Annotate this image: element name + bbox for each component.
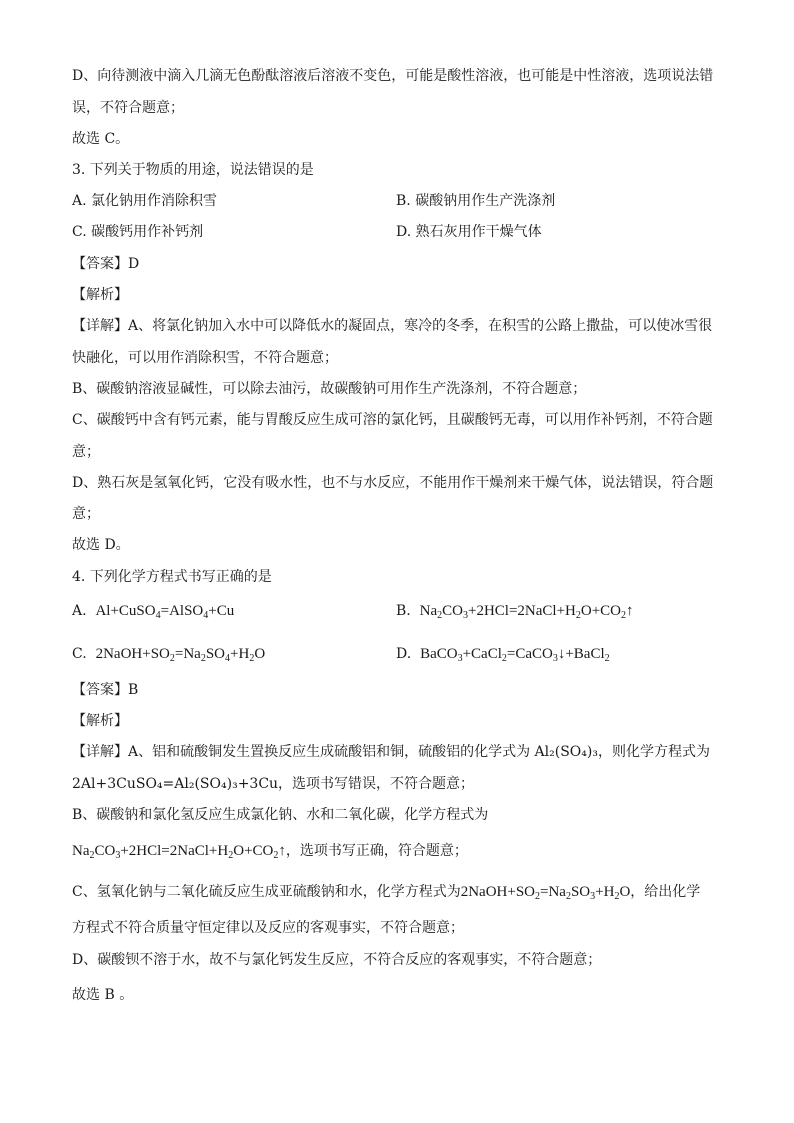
detail-a-text: A、将氯化钠加入水中可以降低水的凝固点，寒冷的冬季，在积雪的公路上撒盐，可以使冰雪很	[128, 318, 713, 334]
q4-option-b: B. $Na_2CO_3+2HCl=2NaCl+H_2O+CO_2↑$	[396, 603, 634, 621]
answer-label: 【答案】	[72, 256, 128, 272]
q4-option-a: A. Al+CuSO$_4$=AlSO$_4$+Cu	[72, 603, 235, 621]
q4-detail-a-line1	[72, 742, 710, 762]
detail-a-text: A、铝和硫酸铜发生置换反应生成硫酸铝和铜，硫酸铝的化学式为 Al₂(SO₄)₃，则化学方程式为	[128, 744, 710, 760]
q3-analysis-label: 【解析】	[72, 287, 128, 303]
q4-option-c: C. $2NaOH+SO_2=Na_2SO_4+H_2O$	[72, 646, 266, 664]
q2-option-d-explanation-line2: 误，不符合题意；	[72, 100, 184, 116]
q3-detail-c-line2: 意；	[72, 444, 100, 460]
q4-analysis-label: 【解析】	[72, 713, 128, 729]
q3-detail-a-line2: 快融化，可以用作消除积雪，不符合题意；	[72, 350, 338, 366]
q3-option-a: A. 氯化钠用作消除积雪	[72, 193, 218, 209]
q3-option-b: B. 碳酸钠用作生产洗涤剂	[396, 193, 556, 209]
q4-option-d: D. BaCO$_3$+CaCl$_2$=CaCO$_3$↓+BaCl$_2$	[396, 646, 610, 664]
q3-conclusion: 故选 D。	[72, 537, 130, 553]
q4-conclusion: 故选 B 。	[72, 987, 134, 1003]
answer-value: B	[128, 682, 139, 698]
detail-c-head: C、氢氧化钠与二氧化硫反应生成亚硫酸钠和水，化学方程式为	[72, 884, 461, 900]
q2-option-d-explanation-line1: D、向待测液中滴入几滴无色酚酞溶液后溶液不变色，可能是酸性溶液，也可能是中性溶液，选项说法错	[72, 68, 714, 84]
answer-label: 【答案】	[72, 682, 128, 698]
detail-b-tail: ，选项书写正确，符合题意；	[285, 843, 468, 859]
q2-conclusion: 故选 C。	[72, 131, 130, 147]
q3-option-c: C. 碳酸钙用作补钙剂	[72, 224, 204, 240]
equation-b: $Na_2CO_3+2HCl=2NaCl+H_2O+CO_2↑$	[72, 843, 286, 861]
q3-answer	[72, 254, 139, 274]
detail-c-tail: ，给出化学	[630, 884, 701, 900]
q3-detail-c-line1: C、碳酸钙中含有钙元素，能与胃酸反应生成可溶的氯化钙，且碳酸钙无毒，可以用作补钙剂，不符合题	[72, 412, 713, 428]
q3-option-d: D. 熟石灰用作干燥气体	[396, 224, 542, 240]
q4-detail-c-line1	[72, 882, 700, 902]
q4-detail-b-line2	[72, 841, 468, 861]
answer-value: D	[128, 256, 140, 272]
q4-answer	[72, 680, 138, 700]
q3-detail-d-line1: D、熟石灰是氢氧化钙，它没有吸水性，也不与水反应，不能用作干燥剂来干燥气体，说法错误，符合题	[72, 475, 714, 491]
equation-c: $2NaOH+SO_2=Na_2SO_3+H_2O$	[460, 884, 631, 902]
q4-detail-d: D、碳酸钡不溶于水，故不与氯化钙发生反应，不符合反应的客观事实，不符合题意；	[72, 952, 602, 968]
q4-stem: 4. 下列化学方程式书写正确的是	[72, 569, 272, 585]
q4-detail-b-line1: B、碳酸钠和氯化氢反应生成氯化钠、水和二氧化碳，化学方程式为	[72, 807, 489, 823]
q3-detail-b: B、碳酸钠溶液显碱性，可以除去油污，故碳酸钠可用作生产洗涤剂，不符合题意；	[72, 381, 587, 397]
detail-label: 【详解】	[72, 318, 128, 334]
q3-detail-a-line1	[72, 316, 712, 336]
q4-detail-a-line2: 2Al+3CuSO₄=Al₂(SO₄)₃+3Cu，选项书写错误，不符合题意；	[72, 776, 475, 792]
q3-stem: 3. 下列关于物质的用途，说法错误的是	[72, 162, 314, 178]
q4-detail-c-line2: 方程式不符合质量守恒定律以及反应的客观事实，不符合题意；	[72, 920, 464, 936]
q3-detail-d-line2: 意；	[72, 506, 100, 522]
detail-label: 【详解】	[72, 744, 128, 760]
